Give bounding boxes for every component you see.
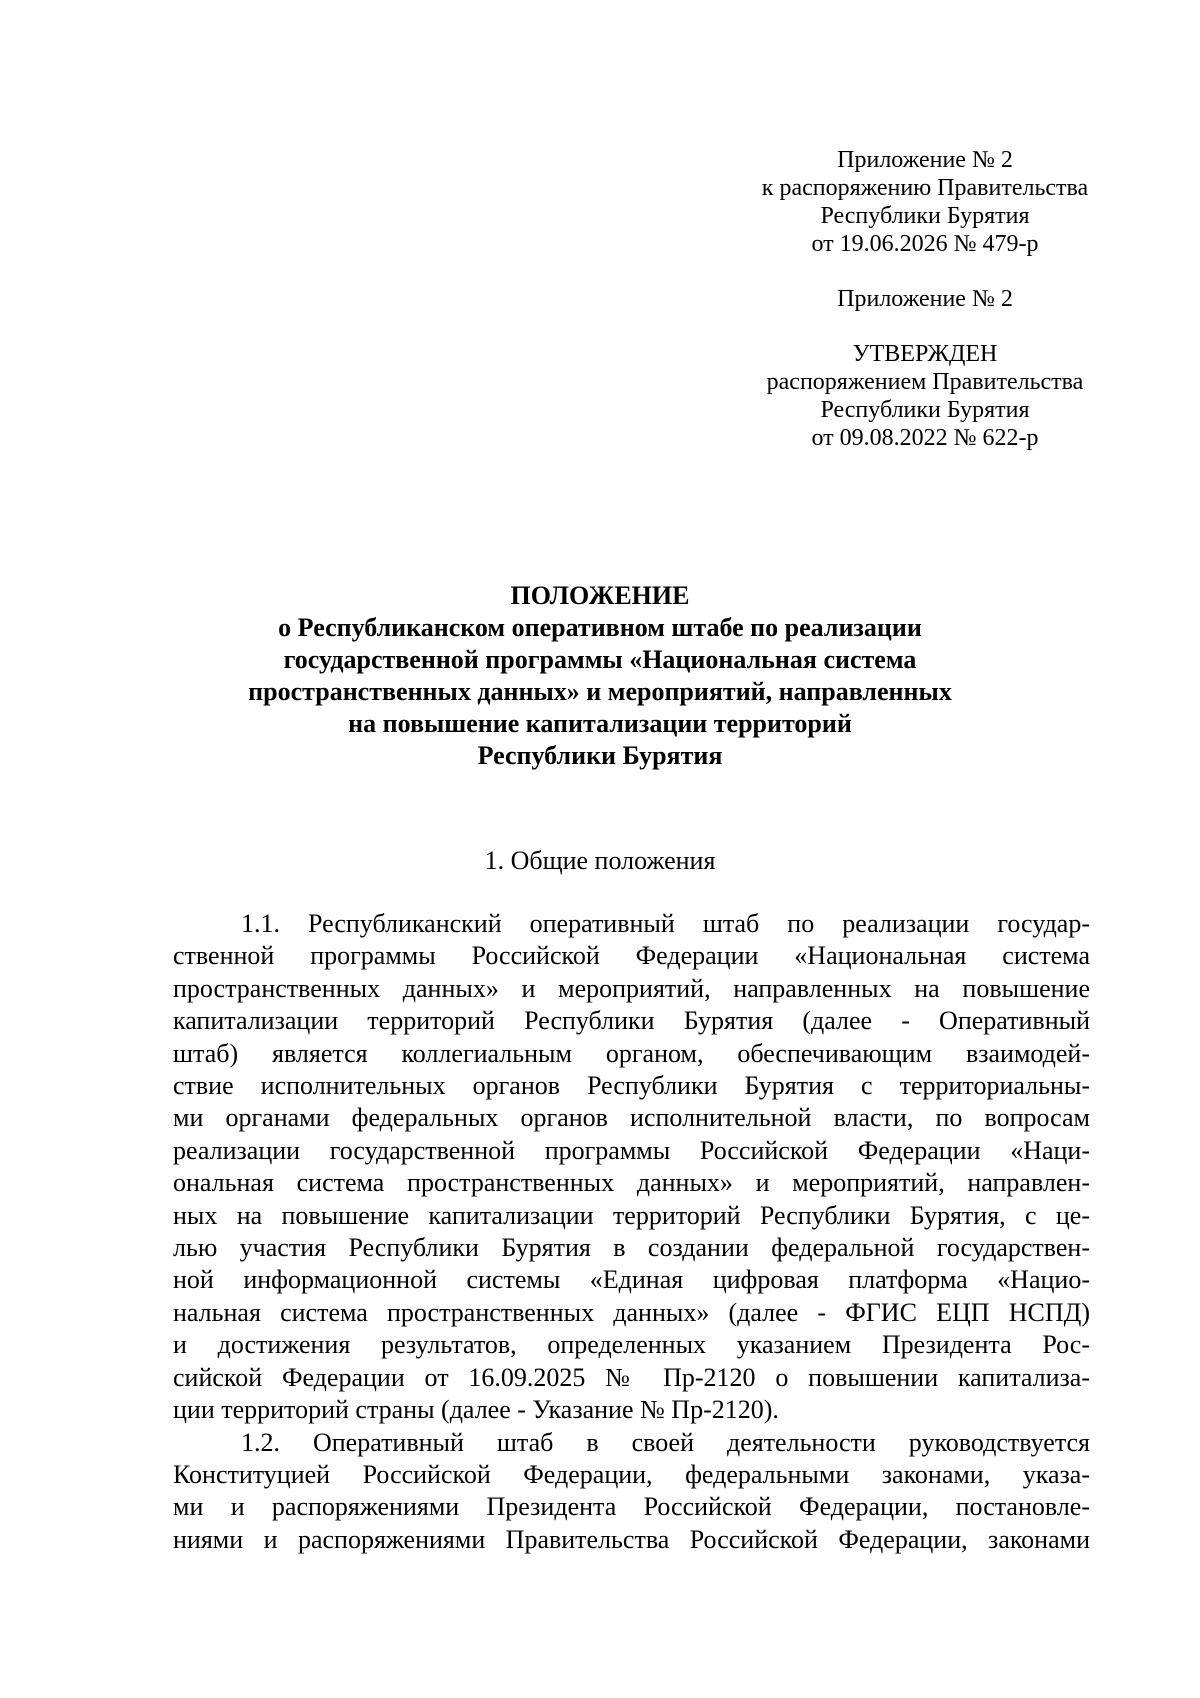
paragraph-line: ной информационной системы «Единая цифровая платформа «Нацио- (173, 1265, 1090, 1295)
title-line: ПОЛОЖЕНИЕ (510, 581, 690, 610)
paragraph-line: реализации государственной программы Российской Федерации «Наци- (173, 1135, 1090, 1165)
appendix-repeat-header (730, 285, 1120, 313)
appendix-republic: Республики Бурятия (820, 203, 1030, 229)
paragraph-line: пространственных данных» и мероприятий, направленных на повышение (173, 973, 1090, 1003)
section-heading: 1. Общие положения (484, 846, 716, 875)
paragraph-line: сийской Федерации от 16.09.2025 № Пр-2120 о повышении капитализа- (173, 1362, 1090, 1392)
paragraph-line: ции территорий страны (далее - Указание № Пр-2120). (173, 1395, 779, 1425)
approved-label: УТВЕРЖДЕН (852, 341, 998, 367)
approved-republic: Республики Бурятия (820, 397, 1030, 423)
paragraph-line: капитализации территорий Республики Бурятия (далее - Оперативный (173, 1006, 1090, 1036)
paragraph-1-2 (173, 1427, 1090, 1557)
title-line: пространственных данных» и мероприятий, направленных (248, 677, 952, 706)
appendix-number: Приложение № 2 (837, 147, 1013, 173)
approval-stamp (730, 340, 1120, 452)
paragraph-line: нальная система пространственных данных» (далее - ФГИС ЕЦП НСПД) (173, 1297, 1090, 1327)
paragraph-line: 1.1. Республиканский оперативный штаб по реализации государ- (241, 909, 1090, 938)
appendix-header (730, 146, 1120, 258)
section-body (173, 908, 1090, 1556)
title-line: государственной программы «Национальная система (283, 645, 917, 674)
paragraph-line: и достижения результатов, определенных указанием Президента Рос- (173, 1330, 1090, 1360)
title-line: о Республиканском оперативном штабе по реализации (278, 613, 922, 642)
document-title (150, 580, 1050, 772)
appendix-reference: к распоряжению Правительства (761, 175, 1089, 201)
appendix-date-number: от 19.06.2026 № 479-р (811, 231, 1039, 257)
paragraph-line: ствие исполнительных органов Республики Бурятия с территориальны- (173, 1071, 1090, 1101)
paragraph-line: ональная система пространственных данных» и мероприятий, направлен- (173, 1168, 1090, 1198)
approved-by: распоряжением Правительства (766, 369, 1084, 395)
paragraph-line: ниями и распоряжениями Правительства Российской Федерации, законами (173, 1524, 1090, 1554)
title-line: Республики Бурятия (477, 741, 723, 770)
paragraph-line: штаб) является коллегиальным органом, обеспечивающим взаимодей- (173, 1038, 1090, 1068)
paragraph-line: 1.2. Оперативный штаб в своей деятельности руководствуется (241, 1427, 1090, 1457)
paragraph-line: ми и распоряжениями Президента Российской Федерации, постановле- (173, 1492, 1090, 1522)
paragraph-line: ственной программы Российской Федерации «Национальная система (173, 941, 1090, 971)
paragraph-line: Конституцией Российской Федерации, федеральными законами, указа- (173, 1459, 1090, 1489)
paragraph-1-1 (173, 908, 1090, 1427)
paragraph-line: лью участия Республики Бурятия в создании федеральной государствен- (173, 1233, 1090, 1263)
approved-date-number: от 09.08.2022 № 622-р (811, 425, 1039, 451)
title-line: на повышение капитализации территорий (348, 709, 852, 738)
paragraph-line: ми органами федеральных органов исполнительной власти, по вопросам (173, 1103, 1090, 1133)
appendix-repeat-number: Приложение № 2 (837, 286, 1013, 312)
paragraph-line: ных на повышение капитализации территорий Республики Бурятия, с це- (173, 1200, 1090, 1230)
